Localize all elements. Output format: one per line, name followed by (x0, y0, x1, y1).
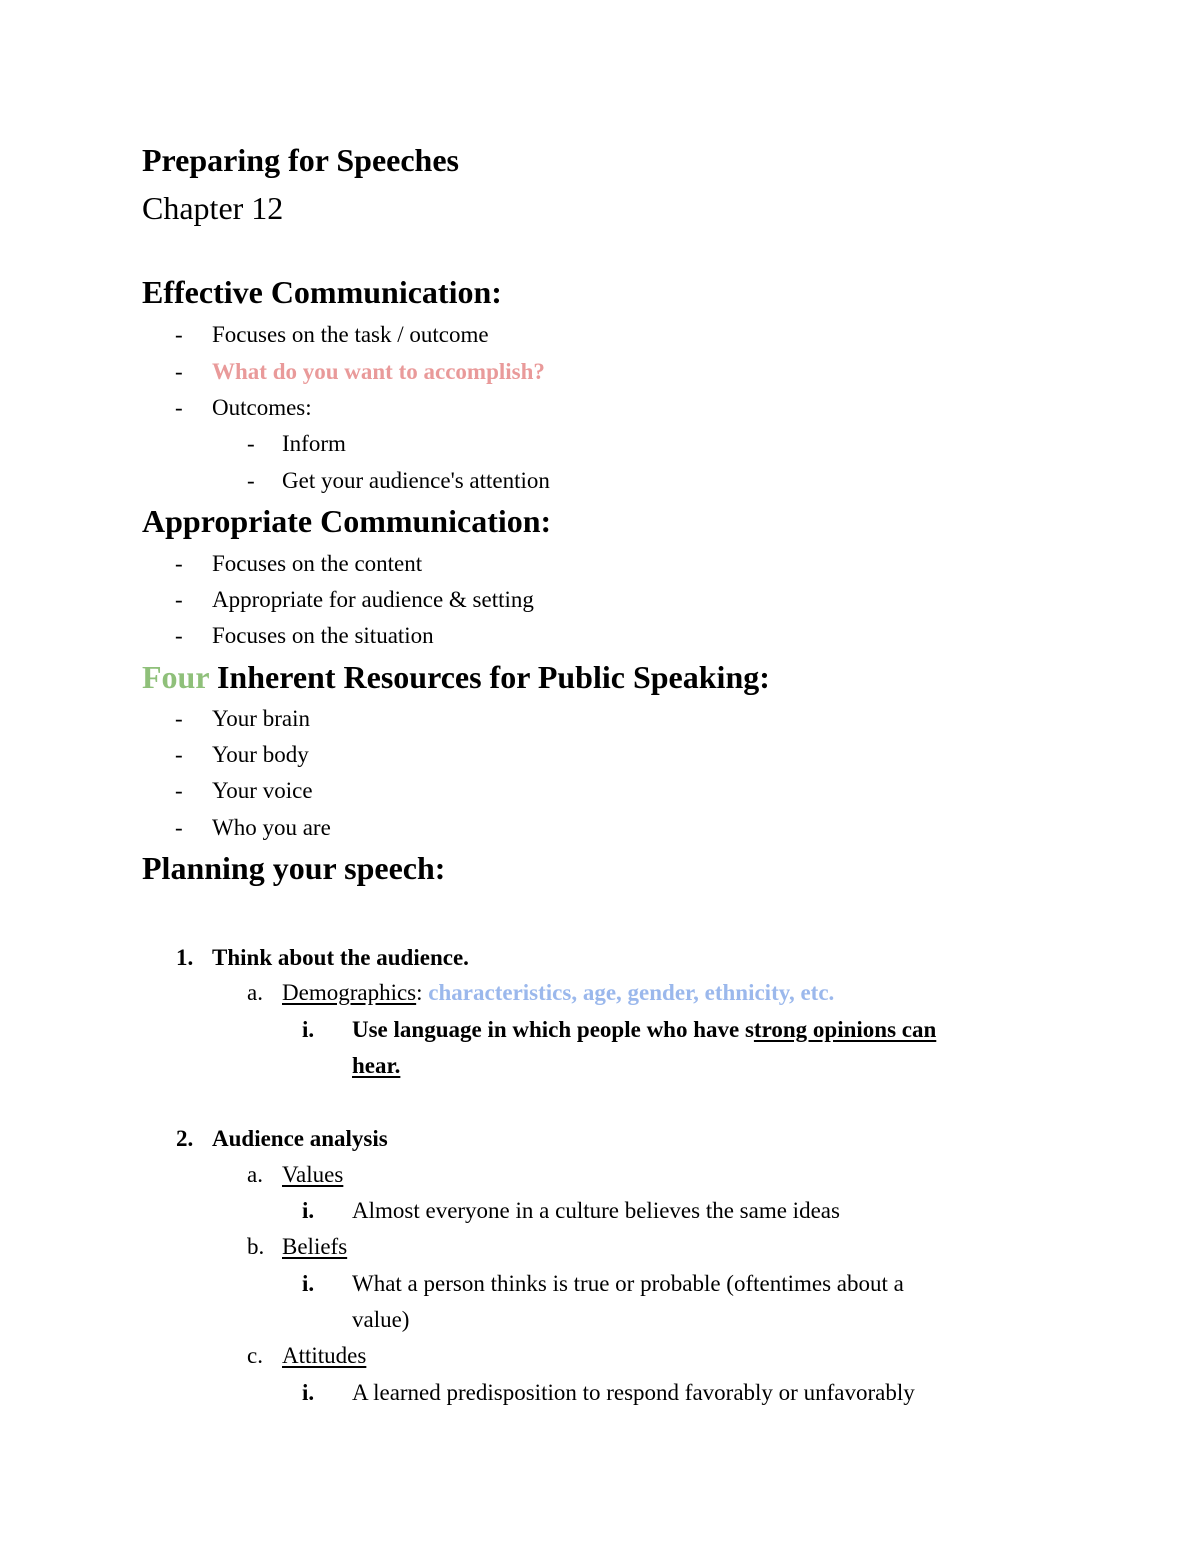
bullet-dash: - (247, 468, 255, 493)
sub-sub-text-continued: value) (352, 1307, 410, 1332)
sub-sub-text (352, 1017, 936, 1043)
text-underlined: trong opinions can (753, 1017, 937, 1042)
list-item: Focuses on the situation (212, 623, 434, 648)
list-item: Appropriate for audience & setting (212, 587, 534, 612)
heading-rest: Inherent Resources for Public Speaking: (208, 659, 770, 695)
sub-sub-marker: i. (302, 1017, 315, 1042)
list-item-highlight: What do you want to accomplish? (212, 359, 545, 384)
sub-label-beliefs: Beliefs (282, 1234, 348, 1259)
sub-sub-marker: i. (302, 1198, 315, 1223)
page-title: Preparing for Speeches (142, 142, 459, 178)
list-item: Focuses on the content (212, 551, 423, 576)
bullet-dash: - (175, 395, 183, 420)
page-subtitle: Chapter 12 (142, 190, 284, 226)
sub-label-values: Values (282, 1162, 344, 1187)
sub-item-demographics (282, 980, 834, 1006)
colon: : (416, 980, 423, 1005)
text-underlined: hear. (352, 1053, 401, 1078)
sub-marker: c. (247, 1343, 263, 1368)
bullet-dash: - (175, 322, 183, 347)
list-item: Your brain (212, 706, 310, 731)
step-number: 1. (176, 945, 194, 970)
sub-sub-text: Almost everyone in a culture believes the same ideas (352, 1198, 840, 1223)
bullet-dash: - (175, 742, 183, 767)
sub-sub-text: What a person thinks is true or probable (oftentimes about a (352, 1271, 904, 1296)
sub-sub-text: A learned predisposition to respond favorably or unfavorably (352, 1380, 915, 1405)
sub-label: Demographics (282, 980, 417, 1005)
sub-marker: a. (247, 1162, 263, 1187)
list-item: Who you are (212, 815, 331, 840)
sub-sub-marker: i. (302, 1380, 315, 1405)
list-subitem: Inform (282, 431, 346, 456)
sub-sub-text-continued (352, 1053, 400, 1079)
section-heading-planning: Planning your speech: (142, 850, 446, 886)
section-heading-appropriate: Appropriate Communication: (142, 503, 552, 539)
sub-marker: b. (247, 1234, 265, 1259)
sub-detail-highlight: characteristics, age, gender, ethnicity, etc. (428, 980, 835, 1005)
section-heading-effective: Effective Communication: (142, 274, 502, 310)
sub-marker: a. (247, 980, 263, 1005)
bullet-dash: - (175, 778, 183, 803)
bullet-dash: - (175, 815, 183, 840)
text-plain: Use language in which people who have s (352, 1017, 754, 1042)
bullet-dash: - (175, 706, 183, 731)
step-number: 2. (176, 1126, 194, 1151)
section-heading-resources (142, 659, 770, 696)
list-item: Outcomes: (212, 395, 312, 420)
step-text: Think about the audience. (212, 945, 469, 970)
list-item: Your voice (212, 778, 313, 803)
bullet-dash: - (175, 587, 183, 612)
step-text: Audience analysis (212, 1126, 388, 1151)
sub-sub-marker: i. (302, 1271, 315, 1296)
bullet-dash: - (175, 359, 183, 384)
bullet-dash: - (175, 551, 183, 576)
list-item: Focuses on the task / outcome (212, 322, 489, 347)
bullet-dash: - (175, 623, 183, 648)
list-subitem: Get your audience's attention (282, 468, 550, 493)
bullet-dash: - (247, 431, 255, 456)
sub-label-attitudes: Attitudes (282, 1343, 367, 1368)
list-item: Your body (212, 742, 309, 767)
heading-accent-word: Four (142, 659, 209, 695)
